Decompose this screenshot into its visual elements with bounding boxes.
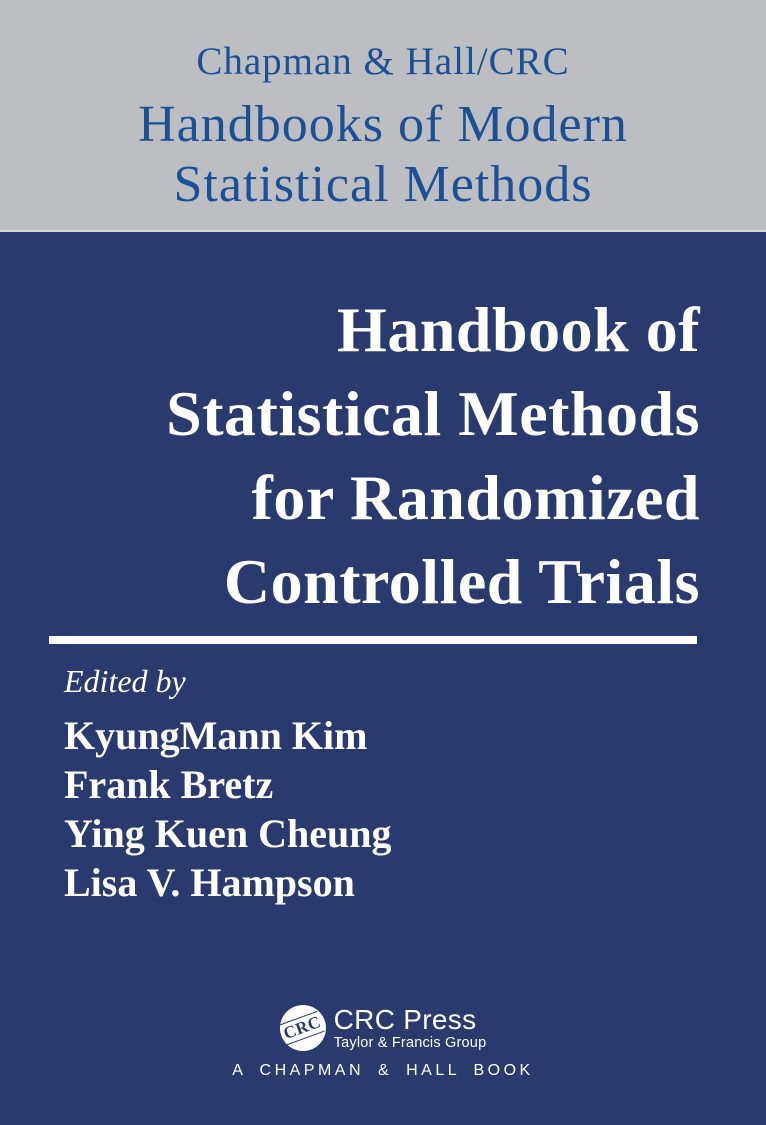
series-banner [0, 0, 766, 232]
editor-name: Lisa V. Hampson [64, 860, 355, 906]
title-line-4: Controlled Trials [223, 546, 700, 617]
publisher-logo-row [0, 1005, 766, 1052]
crc-monogram: CRC [281, 1012, 324, 1044]
editor-name: Frank Bretz [64, 762, 274, 808]
publisher-block [0, 1005, 766, 1080]
publisher-name-block [334, 1005, 487, 1052]
editor-name: Ying Kuen Cheung [64, 811, 392, 857]
imprint-name: Chapman & Hall/CRC [196, 40, 570, 83]
editor-name: KyungMann Kim [64, 713, 368, 759]
title-line-1: Handbook of [337, 294, 700, 365]
title-divider [49, 636, 697, 644]
title-line-2: Statistical Methods [166, 378, 700, 449]
series-title [0, 95, 766, 215]
editors-block [64, 664, 392, 907]
book-title [166, 288, 700, 624]
crc-logo-icon [280, 1005, 326, 1051]
series-title-line1: Handbooks of Modern [138, 96, 628, 153]
publisher-group: Taylor & Francis Group [333, 1035, 487, 1051]
series-title-line2: Statistical Methods [173, 156, 593, 213]
publisher-name: CRC Press [333, 1004, 477, 1035]
publisher-tagline: A CHAPMAN & HALL BOOK [232, 1062, 534, 1079]
edited-by-label: Edited by [64, 663, 186, 699]
editor-names [64, 711, 392, 907]
title-line-3: for Randomized [251, 462, 700, 533]
